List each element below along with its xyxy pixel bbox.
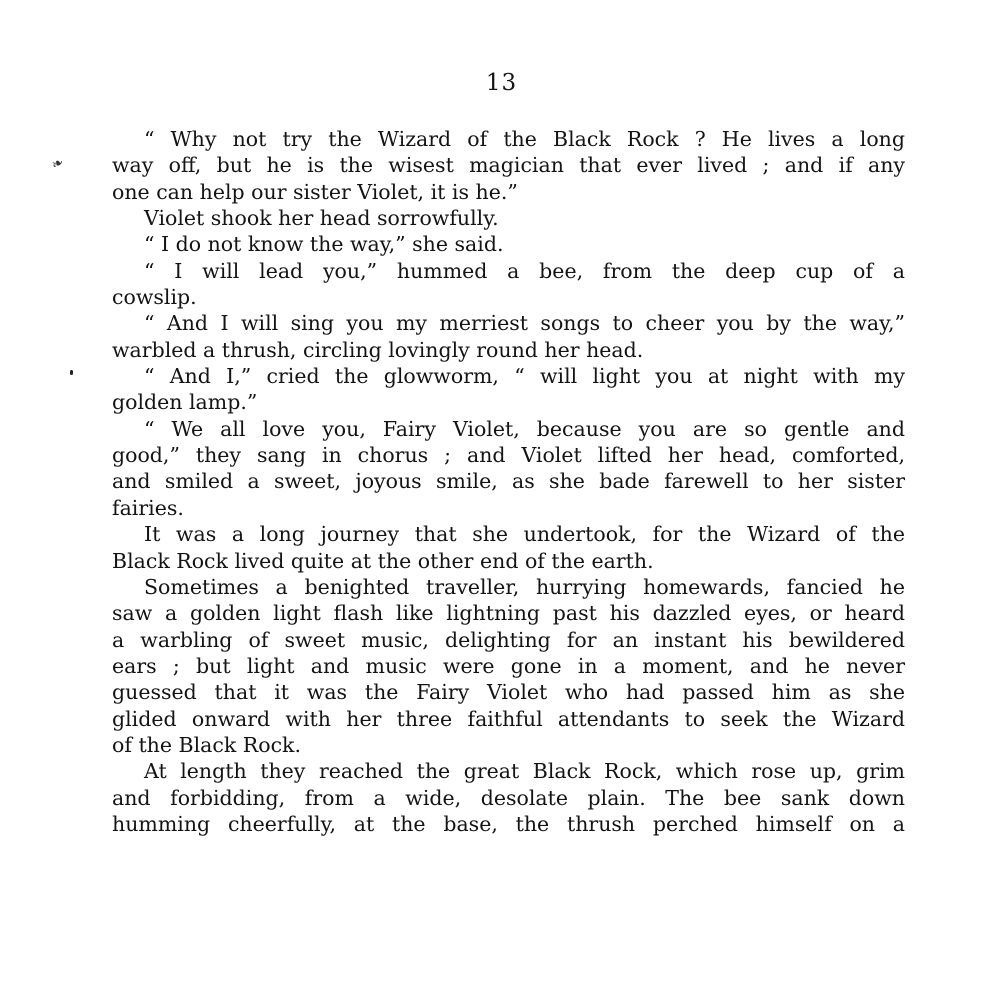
page-number: 13 xyxy=(485,70,518,96)
text-line: fairies. xyxy=(112,495,184,520)
text-line: and forbidding, from a wide, desolate plain. The bee sank down xyxy=(112,785,905,810)
text-line: a warbling of sweet music, delighting for an instant his bewildered xyxy=(112,627,905,652)
text-line: “ We all love you, Fairy Violet, because you are so gentle and xyxy=(144,416,905,441)
text-line: “ I will lead you,” hummed a bee, from the deep cup of a xyxy=(144,258,905,283)
text-line: way off, but he is the wisest magician that ever lived ; and if any xyxy=(112,153,905,178)
text-line: It was a long journey that she undertook, for the Wizard of the xyxy=(144,522,905,547)
text-line: At length they reached the great Black Rock, which rose up, grim xyxy=(144,759,905,784)
text-line: Violet shook her head sorrowfully. xyxy=(144,206,499,231)
text-line: “ And I will sing you my merriest songs to cheer you by the way,” xyxy=(144,311,905,336)
text-line: warbled a thrush, circling lovingly round her head. xyxy=(112,337,644,362)
body-text xyxy=(112,126,905,837)
text-line: ears ; but light and music were gone in a moment, and he never xyxy=(112,653,905,678)
text-line: and smiled a sweet, joyous smile, as she bade farewell to her sister xyxy=(112,469,905,494)
text-line: “ And I,” cried the glowworm, “ will light you at night with my xyxy=(144,364,905,389)
text-line: humming cheerfully, at the base, the thrush perched himself on a xyxy=(112,811,905,836)
text-line: one can help our sister Violet, it is he.” xyxy=(112,179,518,204)
text-line: “ Why not try the Wizard of the Black Rock ? He lives a long xyxy=(144,127,905,151)
ink-speck-mark: ❧ xyxy=(49,154,67,174)
text-line: good,” they sang in chorus ; and Violet lifted her head, comforted, xyxy=(112,443,905,468)
text-line: cowslip. xyxy=(112,285,197,310)
text-line: of the Black Rock. xyxy=(112,732,301,757)
ink-dot-mark xyxy=(70,370,73,375)
text-line: Sometimes a benighted traveller, hurrying homewards, fancied he xyxy=(144,574,905,599)
text-line: glided onward with her three faithful attendants to seek the Wizard xyxy=(112,706,905,731)
text-line: golden lamp.” xyxy=(112,390,258,415)
text-line: “ I do not know the way,” she said. xyxy=(144,232,504,257)
text-line: Black Rock lived quite at the other end of the earth. xyxy=(112,548,654,573)
text-line: saw a golden light flash like lightning past his dazzled eyes, or heard xyxy=(112,601,905,626)
text-line: guessed that it was the Fairy Violet who had passed him as she xyxy=(112,680,905,705)
